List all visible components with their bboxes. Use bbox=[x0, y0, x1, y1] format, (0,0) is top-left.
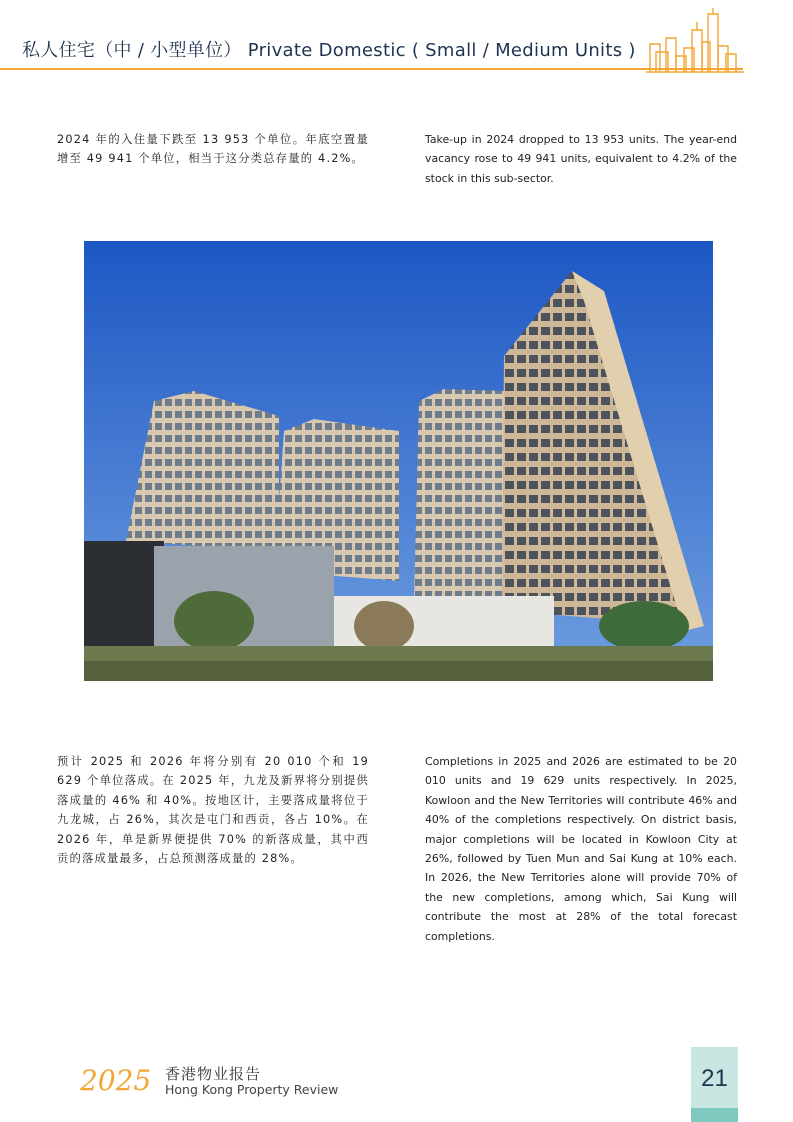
footer-year: 2025 bbox=[80, 1064, 152, 1097]
page-header-title: 私人住宅（中 / 小型单位） Private Domestic ( Small / Medium Units ) bbox=[22, 40, 636, 61]
page-number-box bbox=[691, 1047, 738, 1122]
header-divider bbox=[0, 68, 743, 70]
forecast-paragraph-cn: 预计 2025 和 2026 年将分别有 20 010 个和 19 629 个单位落成。在 2025 年，九龙及新界将分别提供落成量的 46% 和 40%。按地区计，主要落成量将位于九龙城，占 26%，其次是屯门和西贡，各占 10%。在 2026 年，单是新界便提供 70% 的新落成量，其中西贡的落成量最多，占总预测落成量的 28%。 bbox=[57, 755, 369, 866]
intro-paragraph-en: Take-up in 2024 dropped to 13 953 units. The year-end vacancy rose to 49 941 units, equivalent to 4.2% of the stock in this sub-sector. bbox=[425, 133, 737, 185]
footer-title-en: Hong Kong Property Review bbox=[165, 1082, 339, 1097]
year-logo bbox=[78, 1060, 162, 1100]
page-number: 21 bbox=[701, 1065, 728, 1092]
page-box-strip bbox=[691, 1108, 738, 1122]
residential-towers-photo bbox=[84, 241, 713, 681]
intro-paragraph-cn: 2024 年的入住量下跌至 13 953 个单位。年底空置量增至 49 941 个单位，相当于这分类总存量的 4.2%。 bbox=[57, 133, 369, 166]
city-skyline-icon bbox=[646, 8, 746, 74]
footer-title-cn: 香港物业报告 bbox=[165, 1065, 262, 1083]
forecast-paragraph-en: Completions in 2025 and 2026 are estimated to be 20 010 units and 19 629 units respectively. In 2025, Kowloon and the New Territories will contribute 46% and 40% of the completions respectively. On district basis, major completions will be located in Kowloon City at 26%, followed by Tuen Mun and Sai Kung at 10% each. In 2026, the New Territories alone will provide 70% of the new completions, among which, Sai Kung will contribute the most at 28% of the total forecast completions. bbox=[425, 755, 737, 943]
